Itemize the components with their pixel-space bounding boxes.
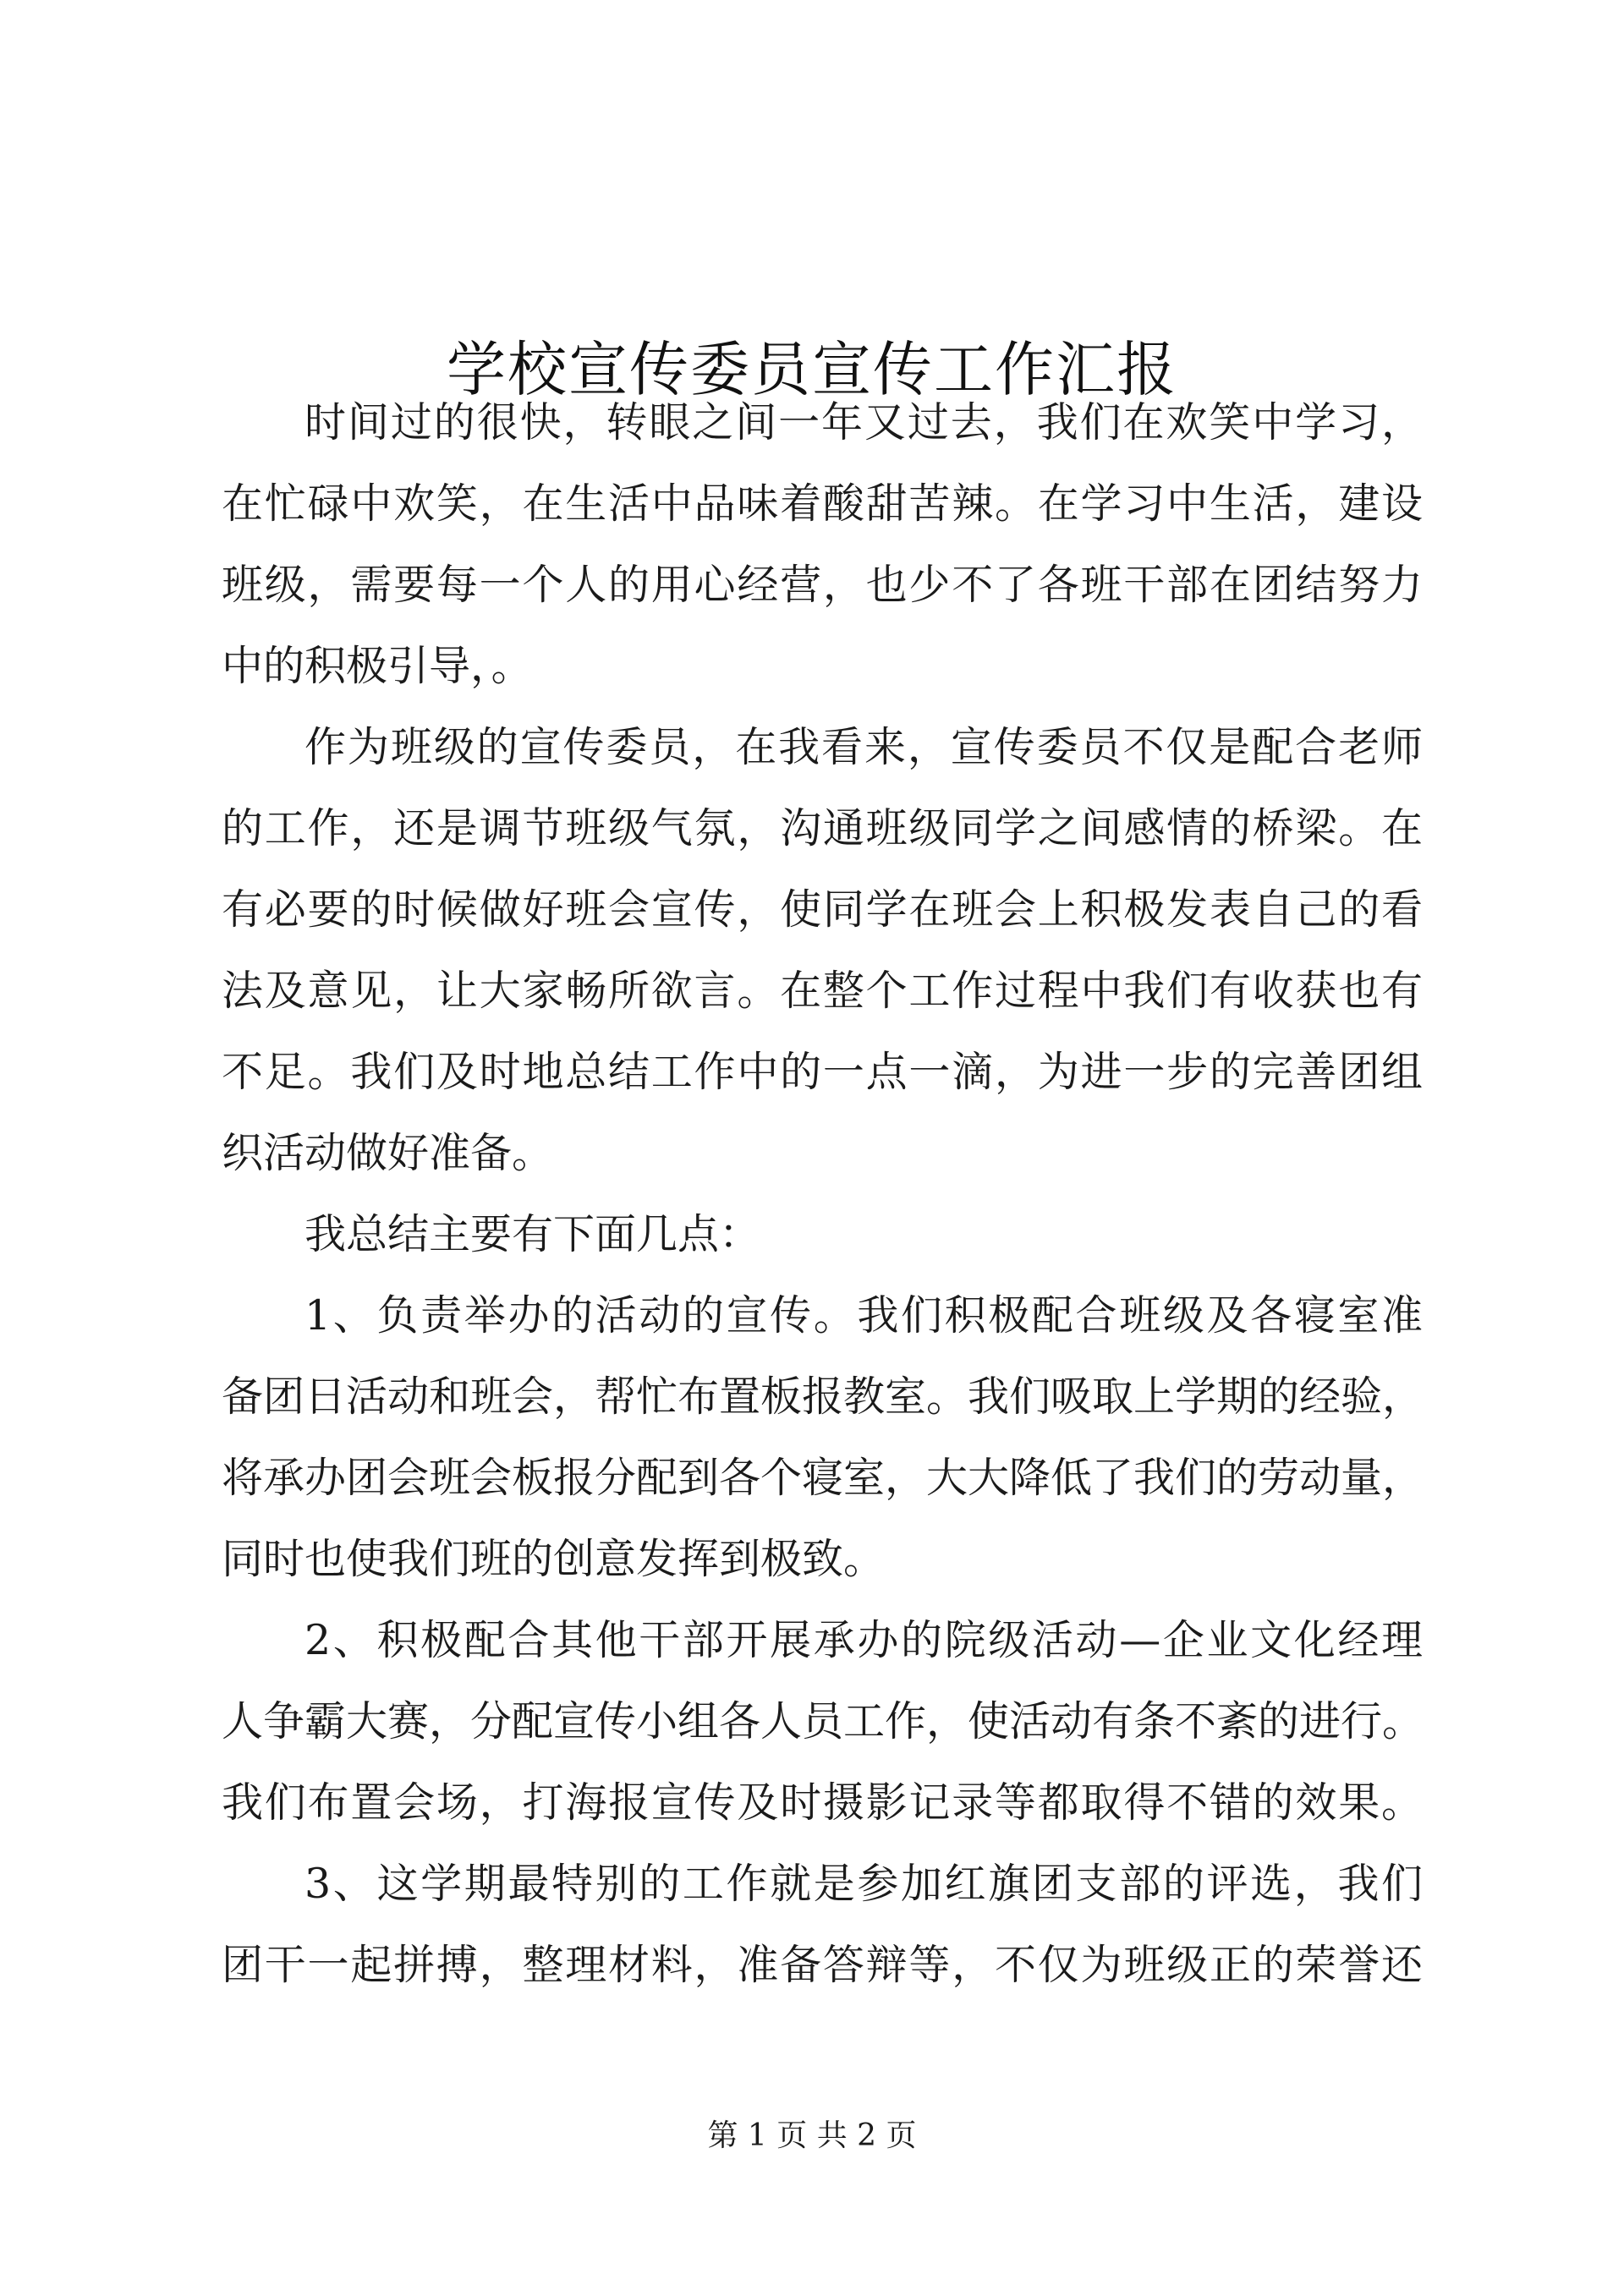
paragraph-line: 备团日活动和班会，帮忙布置板报教室。我们吸取上学期的经验， xyxy=(222,1373,1424,1421)
paragraph-line: 作为班级的宣传委员，在我看来，宣传委员不仅是配合老师 xyxy=(304,723,1423,771)
paragraph-line: 不足。我们及时地总结工作中的一点一滴，为进一步的完善团组 xyxy=(222,1048,1423,1096)
paragraph-line: 班级，需要每一个人的用心经营，也少不了各班干部在团结努力 xyxy=(222,561,1423,609)
paragraph-2 xyxy=(222,707,1423,1194)
paragraph-line: 织活动做好准备。 xyxy=(222,1129,554,1177)
paragraph-line: 中的积极引导，。 xyxy=(222,642,533,690)
paragraph-line: 2、积极配合其他干部开展承办的院级活动—企业文化经理 xyxy=(304,1616,1423,1664)
paragraph-4 xyxy=(222,1275,1423,1600)
paragraph-line: 同时也使我们班的创意发挥到极致。 xyxy=(222,1535,886,1583)
paragraph-line: 1、负责举办的活动的宣传。我们积极配合班级及各寝室准 xyxy=(304,1291,1423,1340)
paragraph-line: 有必要的时候做好班会宣传，使同学在班会上积极发表自己的看 xyxy=(222,885,1423,934)
paragraph-6 xyxy=(222,1844,1423,2006)
paragraph-line: 我总结主要有下面几点： xyxy=(304,1210,761,1258)
paragraph-line: 的工作，还是调节班级气氛，沟通班级同学之间感情的桥梁。在 xyxy=(222,804,1423,852)
paragraph-line: 时间过的很快，转眼之间一年又过去，我们在欢笑中学习， xyxy=(304,398,1423,447)
paragraph-line: 在忙碌中欢笑，在生活中品味着酸甜苦辣。在学习中生活，建设 xyxy=(222,479,1423,528)
paragraph-3 xyxy=(222,1194,1423,1275)
document-body xyxy=(222,382,1423,2006)
paragraph-1 xyxy=(222,382,1423,707)
paragraph-line: 法及意见，让大家畅所欲言。在整个工作过程中我们有收获也有 xyxy=(222,967,1423,1015)
page-number-footer: 第 1 页 共 2 页 xyxy=(707,2118,917,2153)
paragraph-line: 我们布置会场，打海报宣传及时摄影记录等都取得不错的效果。 xyxy=(222,1778,1423,1827)
paragraph-line: 团干一起拼搏，整理材料，准备答辩等，不仅为班级正的荣誉还 xyxy=(222,1941,1423,1989)
paragraph-line: 将承办团会班会板报分配到各个寝室，大大降低了我们的劳动量， xyxy=(222,1454,1424,1502)
document-title: 学校宣传委员宣传工作汇报 xyxy=(447,334,1177,404)
paragraph-line: 3、这学期最特别的工作就是参加红旗团支部的评选，我们 xyxy=(304,1860,1423,1908)
paragraph-line: 人争霸大赛，分配宣传小组各人员工作，使活动有条不紊的进行。 xyxy=(222,1697,1424,1745)
paragraph-5 xyxy=(222,1600,1423,1844)
